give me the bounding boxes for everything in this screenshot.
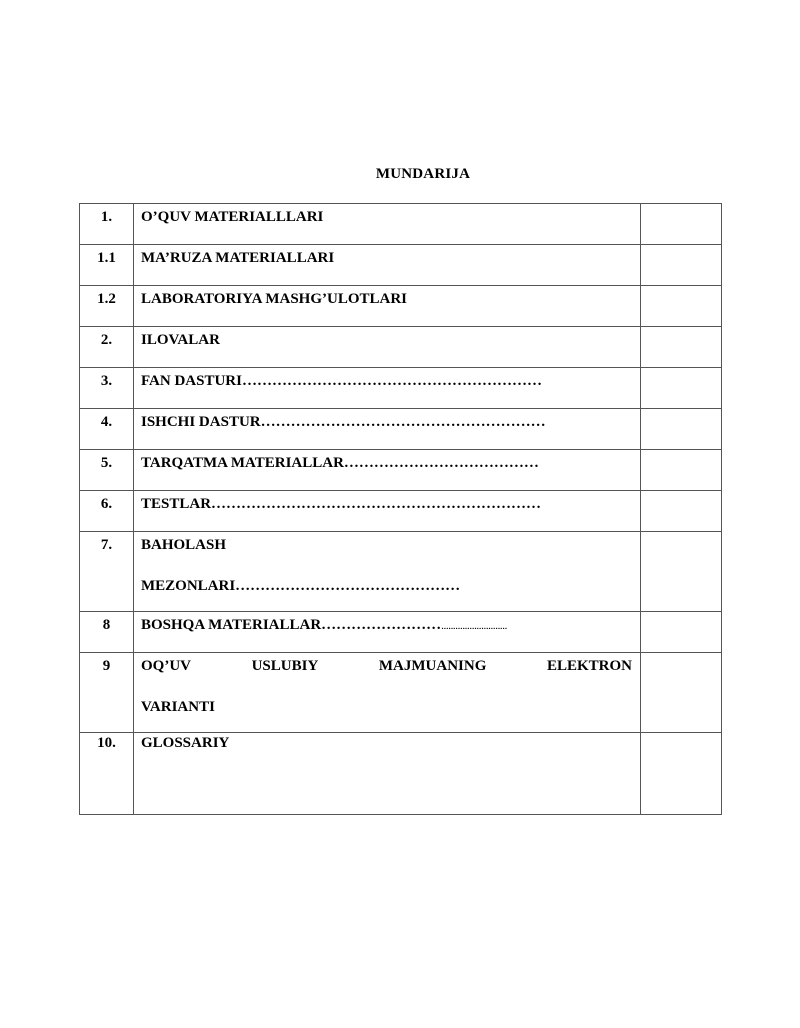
item-title-word: USLUBIY bbox=[251, 658, 319, 674]
table-row bbox=[80, 286, 722, 327]
item-title: FAN DASTURI…………………………………………………… bbox=[134, 368, 641, 409]
page-number-cell bbox=[641, 286, 722, 327]
item-number: 6. bbox=[80, 491, 134, 532]
item-title-text: BOSHQA MATERIALLAR…………………… bbox=[141, 617, 442, 633]
item-title: ISHCHI DASTUR………………………………………………… bbox=[134, 409, 641, 450]
item-title-word: OQ’UV bbox=[141, 658, 191, 674]
table-row bbox=[80, 491, 722, 532]
page-number-cell bbox=[641, 327, 722, 368]
item-number: 2. bbox=[80, 327, 134, 368]
item-title-word: MAJMUANING bbox=[378, 658, 487, 674]
table-row bbox=[80, 612, 722, 653]
item-title bbox=[134, 653, 641, 733]
item-number: 3. bbox=[80, 368, 134, 409]
item-title: TESTLAR………………………………………………………… bbox=[134, 491, 641, 532]
table-row bbox=[80, 450, 722, 491]
item-title: TARQATMA MATERIALLAR………………………………… bbox=[134, 450, 641, 491]
page-number-cell bbox=[641, 368, 722, 409]
item-title-line2: VARIANTI bbox=[141, 699, 215, 715]
page-number-cell bbox=[641, 532, 722, 612]
contents-table bbox=[79, 203, 722, 815]
item-title-word: ELEKTRON bbox=[546, 658, 632, 674]
table-row bbox=[80, 532, 722, 612]
table-row bbox=[80, 204, 722, 245]
item-number: 8 bbox=[80, 612, 134, 653]
page-number-cell bbox=[641, 450, 722, 491]
item-number: 9 bbox=[80, 653, 134, 733]
page-number-cell bbox=[641, 733, 722, 815]
item-title: ILOVALAR bbox=[134, 327, 641, 368]
item-title: MA’RUZA MATERIALLARI bbox=[134, 245, 641, 286]
table-row bbox=[80, 733, 722, 815]
page-number-cell bbox=[641, 653, 722, 733]
item-number: 4. bbox=[80, 409, 134, 450]
page-number-cell bbox=[641, 612, 722, 653]
item-title bbox=[134, 532, 641, 612]
item-title-line1: BAHOLASH bbox=[141, 537, 227, 553]
table-row bbox=[80, 368, 722, 409]
table-row bbox=[80, 653, 722, 733]
item-title: O’QUV MATERIALLLARI bbox=[134, 204, 641, 245]
page-number-cell bbox=[641, 491, 722, 532]
table-row bbox=[80, 327, 722, 368]
item-title-line2: MEZONLARI……………………………………… bbox=[141, 578, 461, 594]
item-number: 1. bbox=[80, 204, 134, 245]
item-title-line1 bbox=[141, 657, 632, 675]
page-title: MUNDARIJA bbox=[375, 166, 471, 182]
item-number: 5. bbox=[80, 450, 134, 491]
item-number: 1.1 bbox=[80, 245, 134, 286]
item-title bbox=[134, 612, 641, 653]
item-title-dots: ............................ bbox=[441, 620, 507, 632]
item-title: LABORATORIYA MASHG’ULOTLARI bbox=[134, 286, 641, 327]
item-title: GLOSSARIY bbox=[134, 733, 641, 815]
page-number-cell bbox=[641, 204, 722, 245]
table-row bbox=[80, 245, 722, 286]
page-number-cell bbox=[641, 409, 722, 450]
page-number-cell bbox=[641, 245, 722, 286]
table-row bbox=[80, 409, 722, 450]
item-number: 7. bbox=[80, 532, 134, 612]
item-number: 1.2 bbox=[80, 286, 134, 327]
item-number: 10. bbox=[80, 733, 134, 815]
